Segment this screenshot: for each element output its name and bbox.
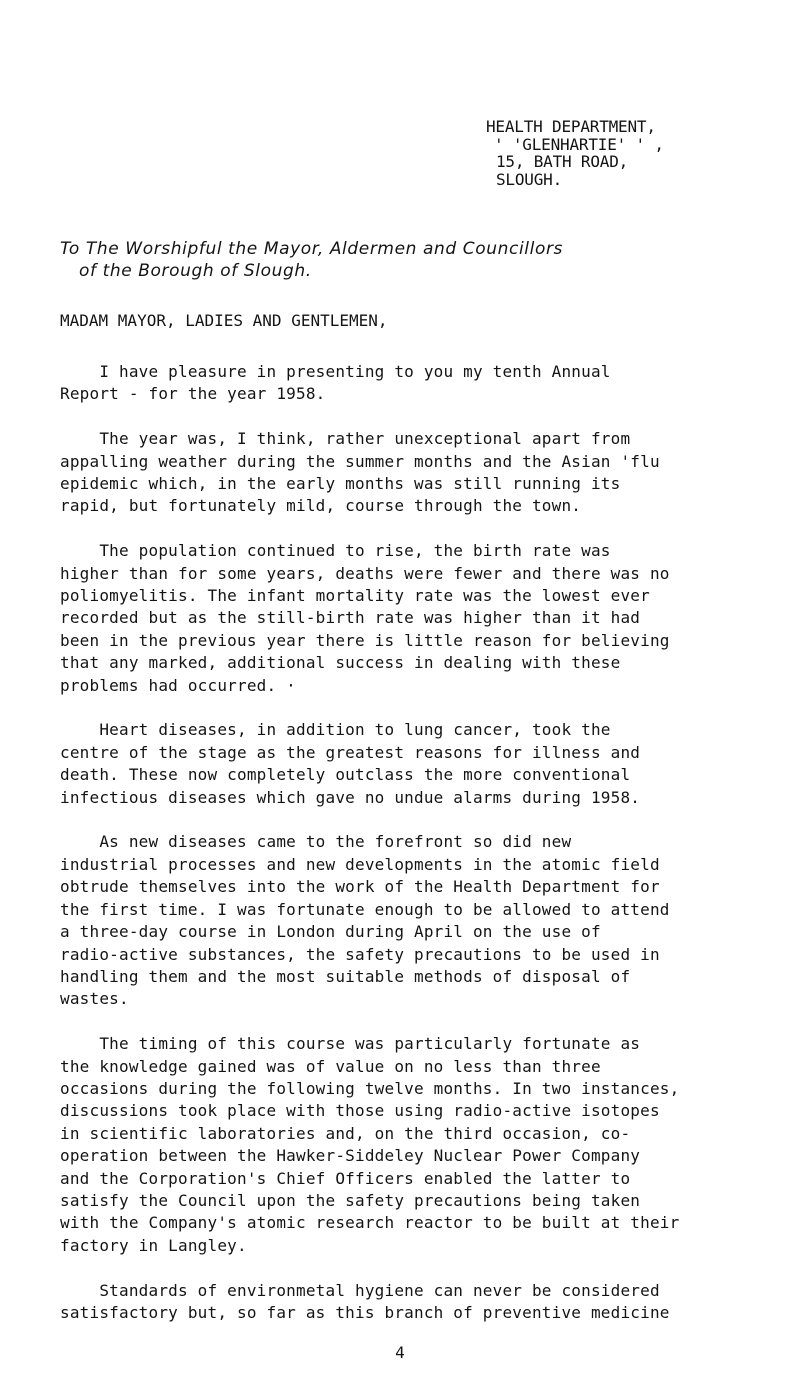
text-line: operation between the Hawker-Siddeley Nuclear Power Company [60,1146,641,1166]
address-line: HEALTH DEPARTMENT, [486,117,656,136]
text-line: been in the previous year there is little reason for believing [60,630,670,650]
paragraph [60,428,760,518]
text-line: in scientific laboratories and, on the third occasion, co- [60,1123,631,1143]
text-line: The timing of this course was particularly fortunate as [60,1034,641,1054]
page-number: 4 [395,1343,405,1362]
addressee-line: of the Borough of Slough. [79,261,312,281]
text-line: that any marked, additional success in dealing with these [60,653,621,673]
address-line: SLOUGH. [496,169,563,189]
text-line: appalling weather during the summer months and the Asian 'flu [60,451,660,471]
text-line: a three-day course in London during April on the use of [60,922,601,942]
text-line: As new diseases came to the forefront so did new [60,832,572,852]
text-line: obtrude themselves into the work of the Health Department for [60,877,660,897]
text-line: The population continued to rise, the birth rate was [60,541,611,561]
paragraph [60,540,760,697]
address-line: ' 'GLENHARTIE' ' , [494,134,664,154]
text-line: higher than for some years, deaths were fewer and there was no [60,563,670,583]
text-line: industrial processes and new developments in the atomic field [60,854,660,874]
sender-address [486,118,664,188]
text-line: satisfy the Council upon the safety precautions being taken [60,1190,641,1210]
text-line: with the Company's atomic research reactor to be built at their [60,1213,680,1233]
address-line: 15, BATH ROAD, [496,152,629,171]
paragraph [60,361,760,406]
letter-body [60,361,760,1324]
paragraph [60,1033,760,1257]
paragraph [60,831,760,1010]
text-line: radio-active substances, the safety precautions to be used in [60,944,660,964]
text-line: recorded but as the still-birth rate was higher than it had [60,608,641,628]
text-line: centre of the stage as the greatest reasons for illness and [60,742,641,762]
addressee-block [60,238,760,282]
text-line: handling them and the most suitable methods of disposal of [60,966,631,986]
addressee-line: To The Worshipful the Mayor, Aldermen and Councillors [60,239,563,259]
text-line: occasions during the following twelve months. In two instances, [60,1078,680,1098]
text-line: the knowledge gained was of value on no less than three [60,1056,601,1076]
text-line: poliomyelitis. The infant mortality rate was the lowest ever [60,586,650,606]
text-line: death. These now completely outclass the more conventional [60,765,631,785]
text-line: discussions took place with those using radio-active isotopes [60,1101,660,1121]
text-line: infectious diseases which gave no undue alarms during 1958. [60,787,641,807]
text-line: wastes. [60,989,129,1009]
paragraph [60,719,760,809]
text-line: and the Corporation's Chief Officers enabled the latter to [60,1168,631,1188]
greeting: MADAM MAYOR, LADIES AND GENTLEMEN, [60,311,388,330]
text-line: satisfactory but, so far as this branch of preventive medicine [60,1302,670,1322]
text-line: the first time. I was fortunate enough to be allowed to attend [60,899,670,919]
text-line: Standards of environmetal hygiene can never be considered [60,1280,660,1300]
text-line: The year was, I think, rather unexceptional apart from [60,429,631,449]
text-line: problems had occurred. · [60,675,296,695]
text-line: epidemic which, in the early months was still running its [60,474,621,494]
text-line: I have pleasure in presenting to you my tenth Annual [60,362,611,381]
text-line: Heart diseases, in addition to lung cancer, took the [60,720,611,740]
text-line: rapid, but fortunately mild, course through the town. [60,496,582,516]
text-line: factory in Langley. [60,1235,247,1255]
paragraph [60,1280,760,1325]
text-line: Report - for the year 1958. [60,384,326,404]
